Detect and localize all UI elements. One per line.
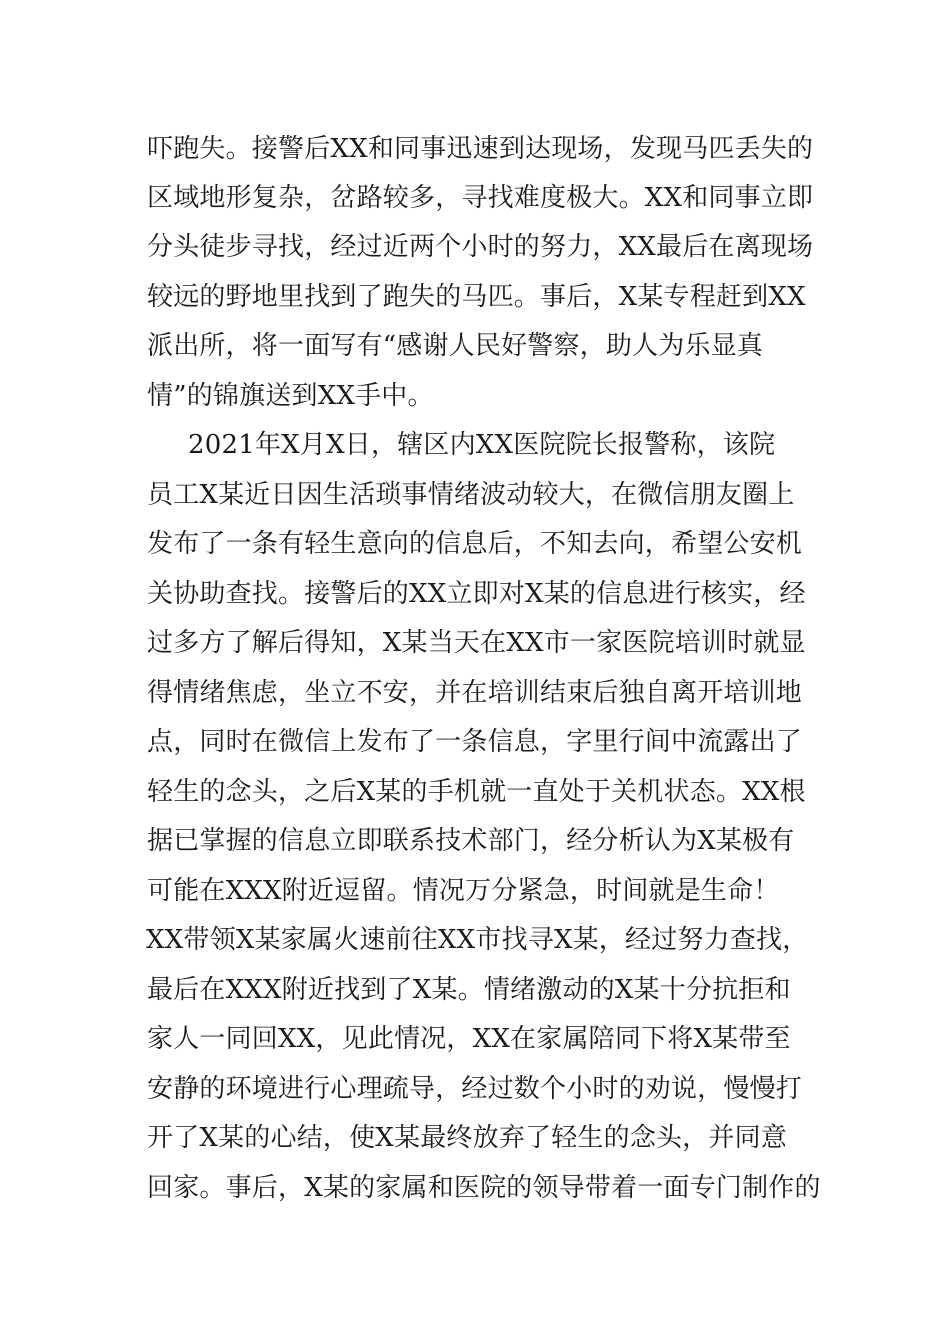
paragraph-start-line: 2021年X月X日，辖区内XX医院院长报警称，该院 bbox=[188, 430, 776, 460]
text-line: 开了X某的心结，使X某最终放弃了轻生的念头，并同意 bbox=[147, 1123, 788, 1153]
text-line: 家人一同回XX，见此情况，XX在家属陪同下将X某带至 bbox=[147, 1024, 791, 1054]
text-line: 派出所，将一面写有“感谢人民好警察，助人为乐显真 bbox=[147, 331, 764, 361]
text-line: XX带领X某家属火速前往XX市找寻X某，经过努力查找， bbox=[146, 925, 809, 955]
text-line: 吓跑失。接警后XX和同事迅速到达现场，发现马匹丢失的 bbox=[147, 134, 814, 164]
text-line: 关协助查找。接警后的XX立即对X某的信息进行核实，经 bbox=[147, 579, 806, 609]
text-line: 过多方了解后得知，X某当天在XX市一家医院培训时就显 bbox=[147, 628, 806, 658]
text-line: 发布了一条有轻生意向的信息后，不知去向，希望公安机 bbox=[147, 529, 803, 559]
text-line: 最后在XXX附近找到了X某。情绪激动的X某十分抗拒和 bbox=[147, 975, 791, 1005]
text-line: 较远的野地里找到了跑失的马匹。事后，X某专程赶到XX bbox=[147, 282, 806, 312]
text-line: 情”的锦旗送到XX手中。 bbox=[147, 381, 434, 411]
text-line: 可能在XXX附近逗留。情况万分紧急，时间就是生命！ bbox=[147, 876, 780, 906]
text-line: 安静的环境进行心理疏导，经过数个小时的劝说，慢慢打 bbox=[147, 1074, 803, 1104]
text-line: 员工X某近日因生活琐事情绪波动较大，在微信朋友圈上 bbox=[147, 480, 795, 510]
text-line: 分头徒步寻找，经过近两个小时的努力，XX最后在离现场 bbox=[147, 232, 814, 262]
text-line: 据已掌握的信息立即联系技术部门，经分析认为X某极有 bbox=[147, 826, 795, 856]
text-line: 得情绪焦虑，坐立不安，并在培训结束后独自离开培训地 bbox=[147, 678, 803, 708]
text-line: 回家。事后，X某的家属和医院的领导带着一面专门制作的 bbox=[147, 1173, 821, 1203]
text-line: 轻生的念头，之后X某的手机就一直处于关机状态。XX根 bbox=[147, 777, 806, 807]
text-line: 区域地形复杂，岔路较多，寻找难度极大。XX和同事立即 bbox=[147, 183, 814, 213]
text-line: 点，同时在微信上发布了一条信息，字里行间中流露出了 bbox=[147, 727, 803, 757]
